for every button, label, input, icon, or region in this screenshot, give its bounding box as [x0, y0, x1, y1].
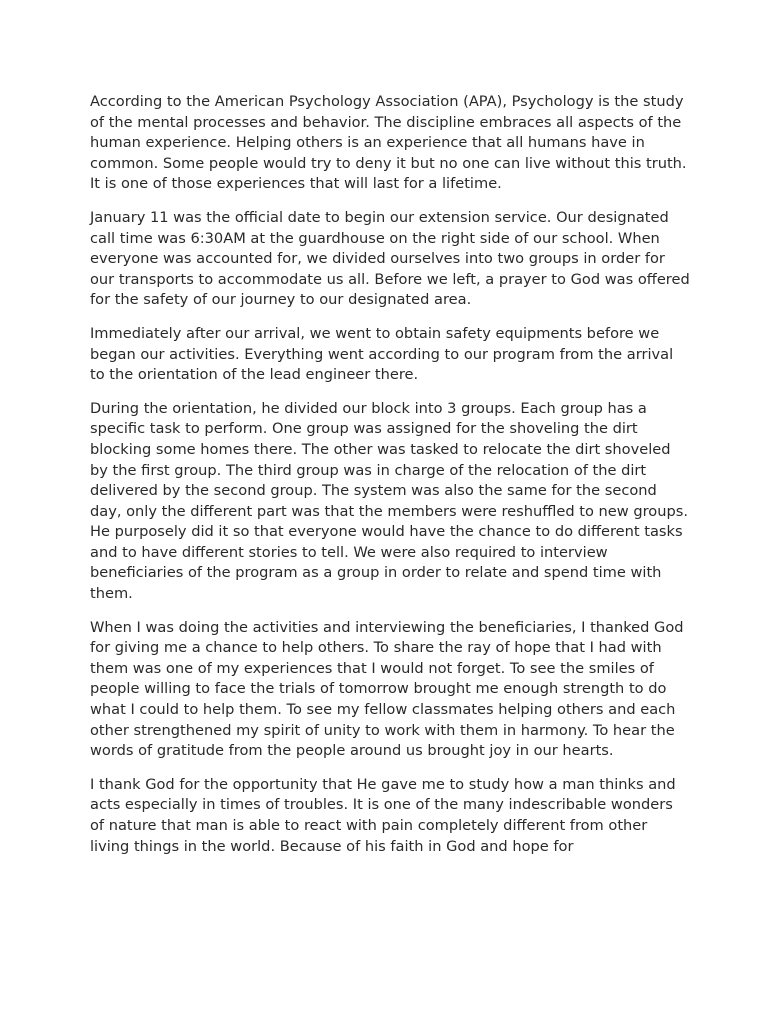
document-page	[90, 92, 690, 870]
paragraph-gratitude: I thank God for the opportunity that He gave me to study how a man thinks and acts especially in times of troubles. It is one of the many indescribable wonders of nature that man is able to react with pain completely different from other living things in the world. Because of his faith in God and hope for	[90, 775, 676, 855]
paragraph-extension-start: January 11 was the official date to begin our extension service. Our designated call time was 6:30AM at the guardhouse on the right side of our school. When everyone was accounted for, we divided ourselves into two groups in order for our transports to accommodate us all. Before we left, a prayer to God was offered for the safety of our journey to our designated area.	[90, 208, 690, 309]
paragraph-orientation: During the orientation, he divided our block into 3 groups. Each group has a specific task to perform. One group was assigned for the shoveling the dirt blocking some homes there. The other was tasked to relocate the dirt shoveled by the first group. The third group was in charge of the relocation of the dirt delivered by the second group. The system was also the same for the second day, only the different part was that the members were reshuffled to new groups. He purposely did it so that everyone would have the chance to do different tasks and to have different stories to tell. We were also required to interview beneficiaries of the program as a group in order to relate and spend time with them.	[90, 399, 688, 603]
paragraph-arrival: Immediately after our arrival, we went to obtain safety equipments before we began our activities. Everything went according to our program from the arrival to the orientation of the lead engineer there.	[90, 324, 674, 384]
paragraph-apa-definition: According to the American Psychology Association (APA), Psychology is the study of the mental processes and behavior. The discipline embraces all aspects of the human experience. Helping others is an experience that all humans have in common. Some people would try to deny it but no one can live without this truth. It is one of those experiences that will last for a lifetime.	[90, 93, 687, 193]
paragraph-reflection: When I was doing the activities and interviewing the beneficiaries, I thanked God for giving me a chance to help others. To share the ray of hope that I had with them was one of my experiences that I would not forget. To see the smiles of people willing to face the trials of tomorrow brought me enough strength to do what I could to help them. To see my fellow classmates helping others and each other strengthened my spirit of unity to work with them in harmony. To hear the words of gratitude from the people around us brought joy in our hearts.	[90, 618, 684, 760]
